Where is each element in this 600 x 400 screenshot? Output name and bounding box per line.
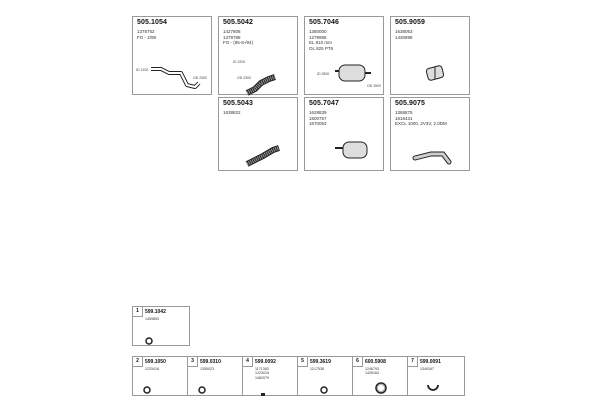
- accessory-index: 2: [133, 357, 143, 367]
- pipe-label-in: ID 2500: [317, 72, 330, 76]
- part-code: 505.7046: [309, 19, 339, 26]
- muffler-drawing: [305, 17, 385, 96]
- u-bolt-icon: [408, 357, 466, 397]
- front-pipe-drawing: [133, 17, 213, 96]
- part-code: 505.5043: [223, 100, 253, 107]
- clamp-icon: [188, 357, 246, 397]
- accessory-code: 599.0092: [255, 359, 276, 365]
- part-card-505-5043[interactable]: [218, 97, 298, 171]
- muffler-drawing: [305, 98, 385, 172]
- part-card-505-9075[interactable]: [390, 97, 470, 171]
- pipe-label-out: OD 2300: [237, 76, 252, 80]
- part-numbers: 1378752 FO - 2/99: [137, 29, 157, 40]
- accessory-card-3[interactable]: [187, 356, 245, 396]
- part-code: 505.9075: [395, 100, 425, 107]
- hanger-icon: [243, 357, 301, 397]
- accessory-code: 599.3619: [310, 359, 331, 365]
- accessory-code: 599.0310: [200, 359, 221, 365]
- accessory-card-6[interactable]: [352, 356, 410, 396]
- part-code: 505.5042: [223, 19, 253, 26]
- accessory-numbers: 1349167: [420, 367, 434, 371]
- accessory-card-4[interactable]: [242, 356, 300, 396]
- accessory-numbers: 1171383 1223015 1482079: [255, 367, 269, 380]
- part-numbers: 1380000 1279985 EL 810 mm OL 825 PT6: [309, 29, 334, 51]
- part-card-505-1054[interactable]: [132, 16, 212, 95]
- pipe-label-out: OD 2300: [193, 76, 208, 80]
- accessory-card-2[interactable]: [132, 356, 190, 396]
- accessory-card-5[interactable]: [297, 356, 355, 396]
- part-numbers: 1368875 1616431 EXCL 1000, 2V3V, 2.0DM: [395, 110, 447, 126]
- accessory-index: 1: [133, 307, 143, 317]
- accessory-index: 5: [298, 357, 308, 367]
- clamp-icon: [298, 357, 356, 397]
- part-card-505-5042[interactable]: [218, 16, 298, 95]
- accessory-code: 599.1042: [145, 309, 166, 315]
- accessory-numbers: 1217538: [310, 367, 324, 371]
- part-card-505-7047[interactable]: [304, 97, 384, 171]
- pipe-label-in: ID 2200: [233, 60, 246, 64]
- part-card-505-9059[interactable]: [390, 16, 470, 95]
- pipe-label-in: ID 2100: [136, 68, 149, 72]
- part-numbers: 1628839 1600757 1670053: [309, 110, 327, 126]
- flex-pipe-drawing: [219, 98, 299, 172]
- accessory-numbers: 1246793 1426164: [365, 367, 379, 376]
- pipe-label-out: OD 2500: [367, 84, 382, 88]
- part-numbers: 1638053 1430898: [395, 29, 413, 40]
- accessory-card-7[interactable]: [407, 356, 465, 396]
- clamp-icon: [133, 357, 191, 397]
- gasket-ring-icon: [353, 357, 411, 397]
- accessory-numbers: 1355023: [200, 367, 214, 371]
- accessory-code: 599.1050: [145, 359, 166, 365]
- accessory-numbers: 1233416: [145, 367, 159, 371]
- rear-box-drawing: [391, 17, 471, 96]
- flex-pipe-drawing: [219, 17, 299, 96]
- accessory-index: 4: [243, 357, 253, 367]
- part-code: 505.7047: [309, 100, 339, 107]
- part-numbers: 1427808 1378788 FO - (95-8-/94): [223, 29, 254, 45]
- part-code: 505.1054: [137, 19, 167, 26]
- accessory-code: 600.5908: [365, 359, 386, 365]
- part-numbers: 1638822: [223, 110, 241, 115]
- accessory-numbers: 1459853: [145, 317, 159, 321]
- accessory-index: 3: [188, 357, 198, 367]
- part-card-505-7046[interactable]: [304, 16, 384, 95]
- accessory-code: 599.0091: [420, 359, 441, 365]
- clamp-icon: [133, 307, 191, 347]
- tail-pipe-drawing: [391, 98, 471, 172]
- part-code: 505.9059: [395, 19, 425, 26]
- accessory-index: 7: [408, 357, 418, 367]
- accessory-index: 6: [353, 357, 363, 367]
- accessory-card-1[interactable]: [132, 306, 190, 346]
